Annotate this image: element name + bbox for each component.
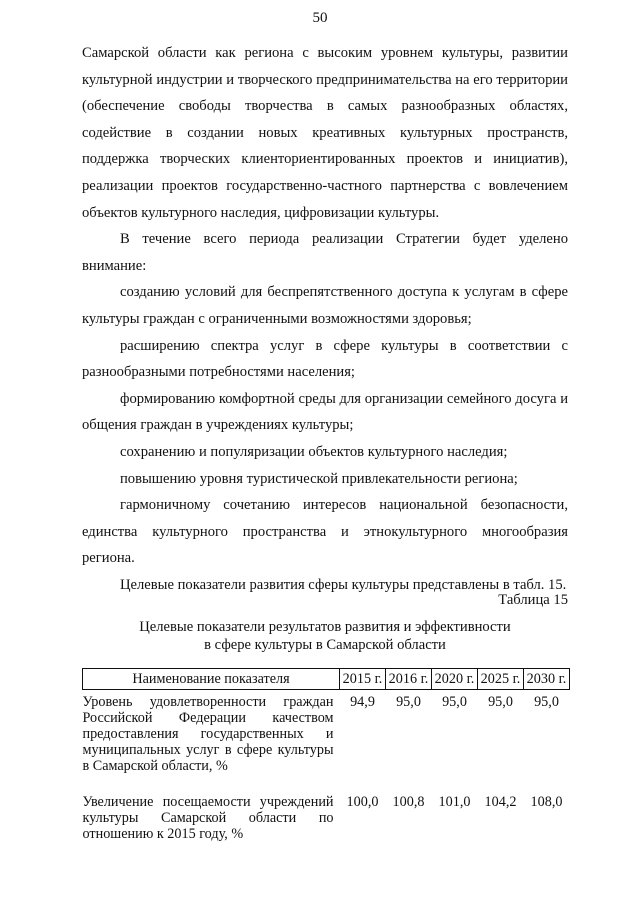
column-header-2016: 2016 г. bbox=[386, 669, 432, 690]
table-caption-line-2: в сфере культуры в Самарской области bbox=[204, 637, 446, 653]
value-cell: 108,0 bbox=[530, 794, 563, 810]
table-caption-line-1: Целевые показатели результатов развития и эффективности bbox=[139, 619, 511, 635]
document-body bbox=[82, 40, 568, 598]
value-cell: 100,0 bbox=[346, 794, 379, 810]
list-item-accessibility: созданию условий для беспрепятственного доступа к услугам в сфере культуры граждан с ограниченными возможностями здоровья; bbox=[82, 284, 568, 327]
column-header-2025: 2025 г. bbox=[478, 669, 524, 690]
value-cell: 95,0 bbox=[442, 694, 467, 710]
value-cell: 101,0 bbox=[438, 794, 471, 810]
value-cell: 104,2 bbox=[484, 794, 517, 810]
paragraph-attention-intro: В течение всего периода реализации Стратегии будет уделено внимание: bbox=[82, 231, 568, 274]
value-cell: 100,8 bbox=[392, 794, 425, 810]
value-cell: 95,0 bbox=[534, 694, 559, 710]
paragraph-table-reference: Целевые показатели развития сферы культуры представлены в табл. 15. bbox=[120, 576, 567, 593]
table-label: Таблица 15 bbox=[498, 592, 568, 608]
indicators-table bbox=[82, 668, 570, 858]
table-row bbox=[83, 790, 570, 858]
column-header-2030: 2030 г. bbox=[524, 669, 570, 690]
column-header-2015: 2015 г. bbox=[340, 669, 386, 690]
paragraph-culture-region: Самарской области как региона с высоким уровнем культуры, развитии культурной индустрии и творческого предпринимательства на его территории (обеспечение свободы творчества в самых разнообразных областях, содействие в создании новых креативных культурных пространств, поддержка творческих клиенториентированных проектов и инициатив), реализации проектов государственно-частного партнерства с вовлечением объектов культурного наследия, цифровизации культуры. bbox=[82, 45, 568, 221]
table-row bbox=[83, 690, 570, 791]
value-cell: 95,0 bbox=[488, 694, 513, 710]
list-item-family-leisure: формированию комфортной среды для организации семейного досуга и общения граждан в учреждениях культуры; bbox=[82, 390, 568, 434]
indicator-name-cell: Уровень удовлетворенности граждан Российской Федерации качеством предоставления государственных и муниципальных услуг в сфере культуры в Самарской области, % bbox=[82, 694, 334, 774]
value-cell: 94,9 bbox=[350, 694, 375, 710]
column-header-indicator-name: Наименование показателя bbox=[83, 669, 340, 690]
column-header-2020: 2020 г. bbox=[432, 669, 478, 690]
table-header-row bbox=[83, 669, 570, 690]
list-item-tourism: повышению уровня туристической привлекательности региона; bbox=[120, 470, 518, 487]
list-item-heritage: сохранению и популяризации объектов культурного наследия; bbox=[120, 443, 508, 460]
list-item-security-balance: гармоничному сочетанию интересов национальной безопасности, единства культурного пространства и этнокультурного многообразия региона. bbox=[82, 497, 568, 567]
list-item-services-range: расширению спектра услуг в сфере культуры в соответствии с разнообразными потребностями населения; bbox=[82, 337, 568, 381]
page-number: 50 bbox=[312, 10, 328, 26]
table-caption bbox=[82, 618, 568, 654]
value-cell: 95,0 bbox=[396, 694, 421, 710]
indicator-name-cell: Увеличение посещаемости учреждений культуры Самарской области по отношению к 2015 году, % bbox=[82, 794, 334, 842]
